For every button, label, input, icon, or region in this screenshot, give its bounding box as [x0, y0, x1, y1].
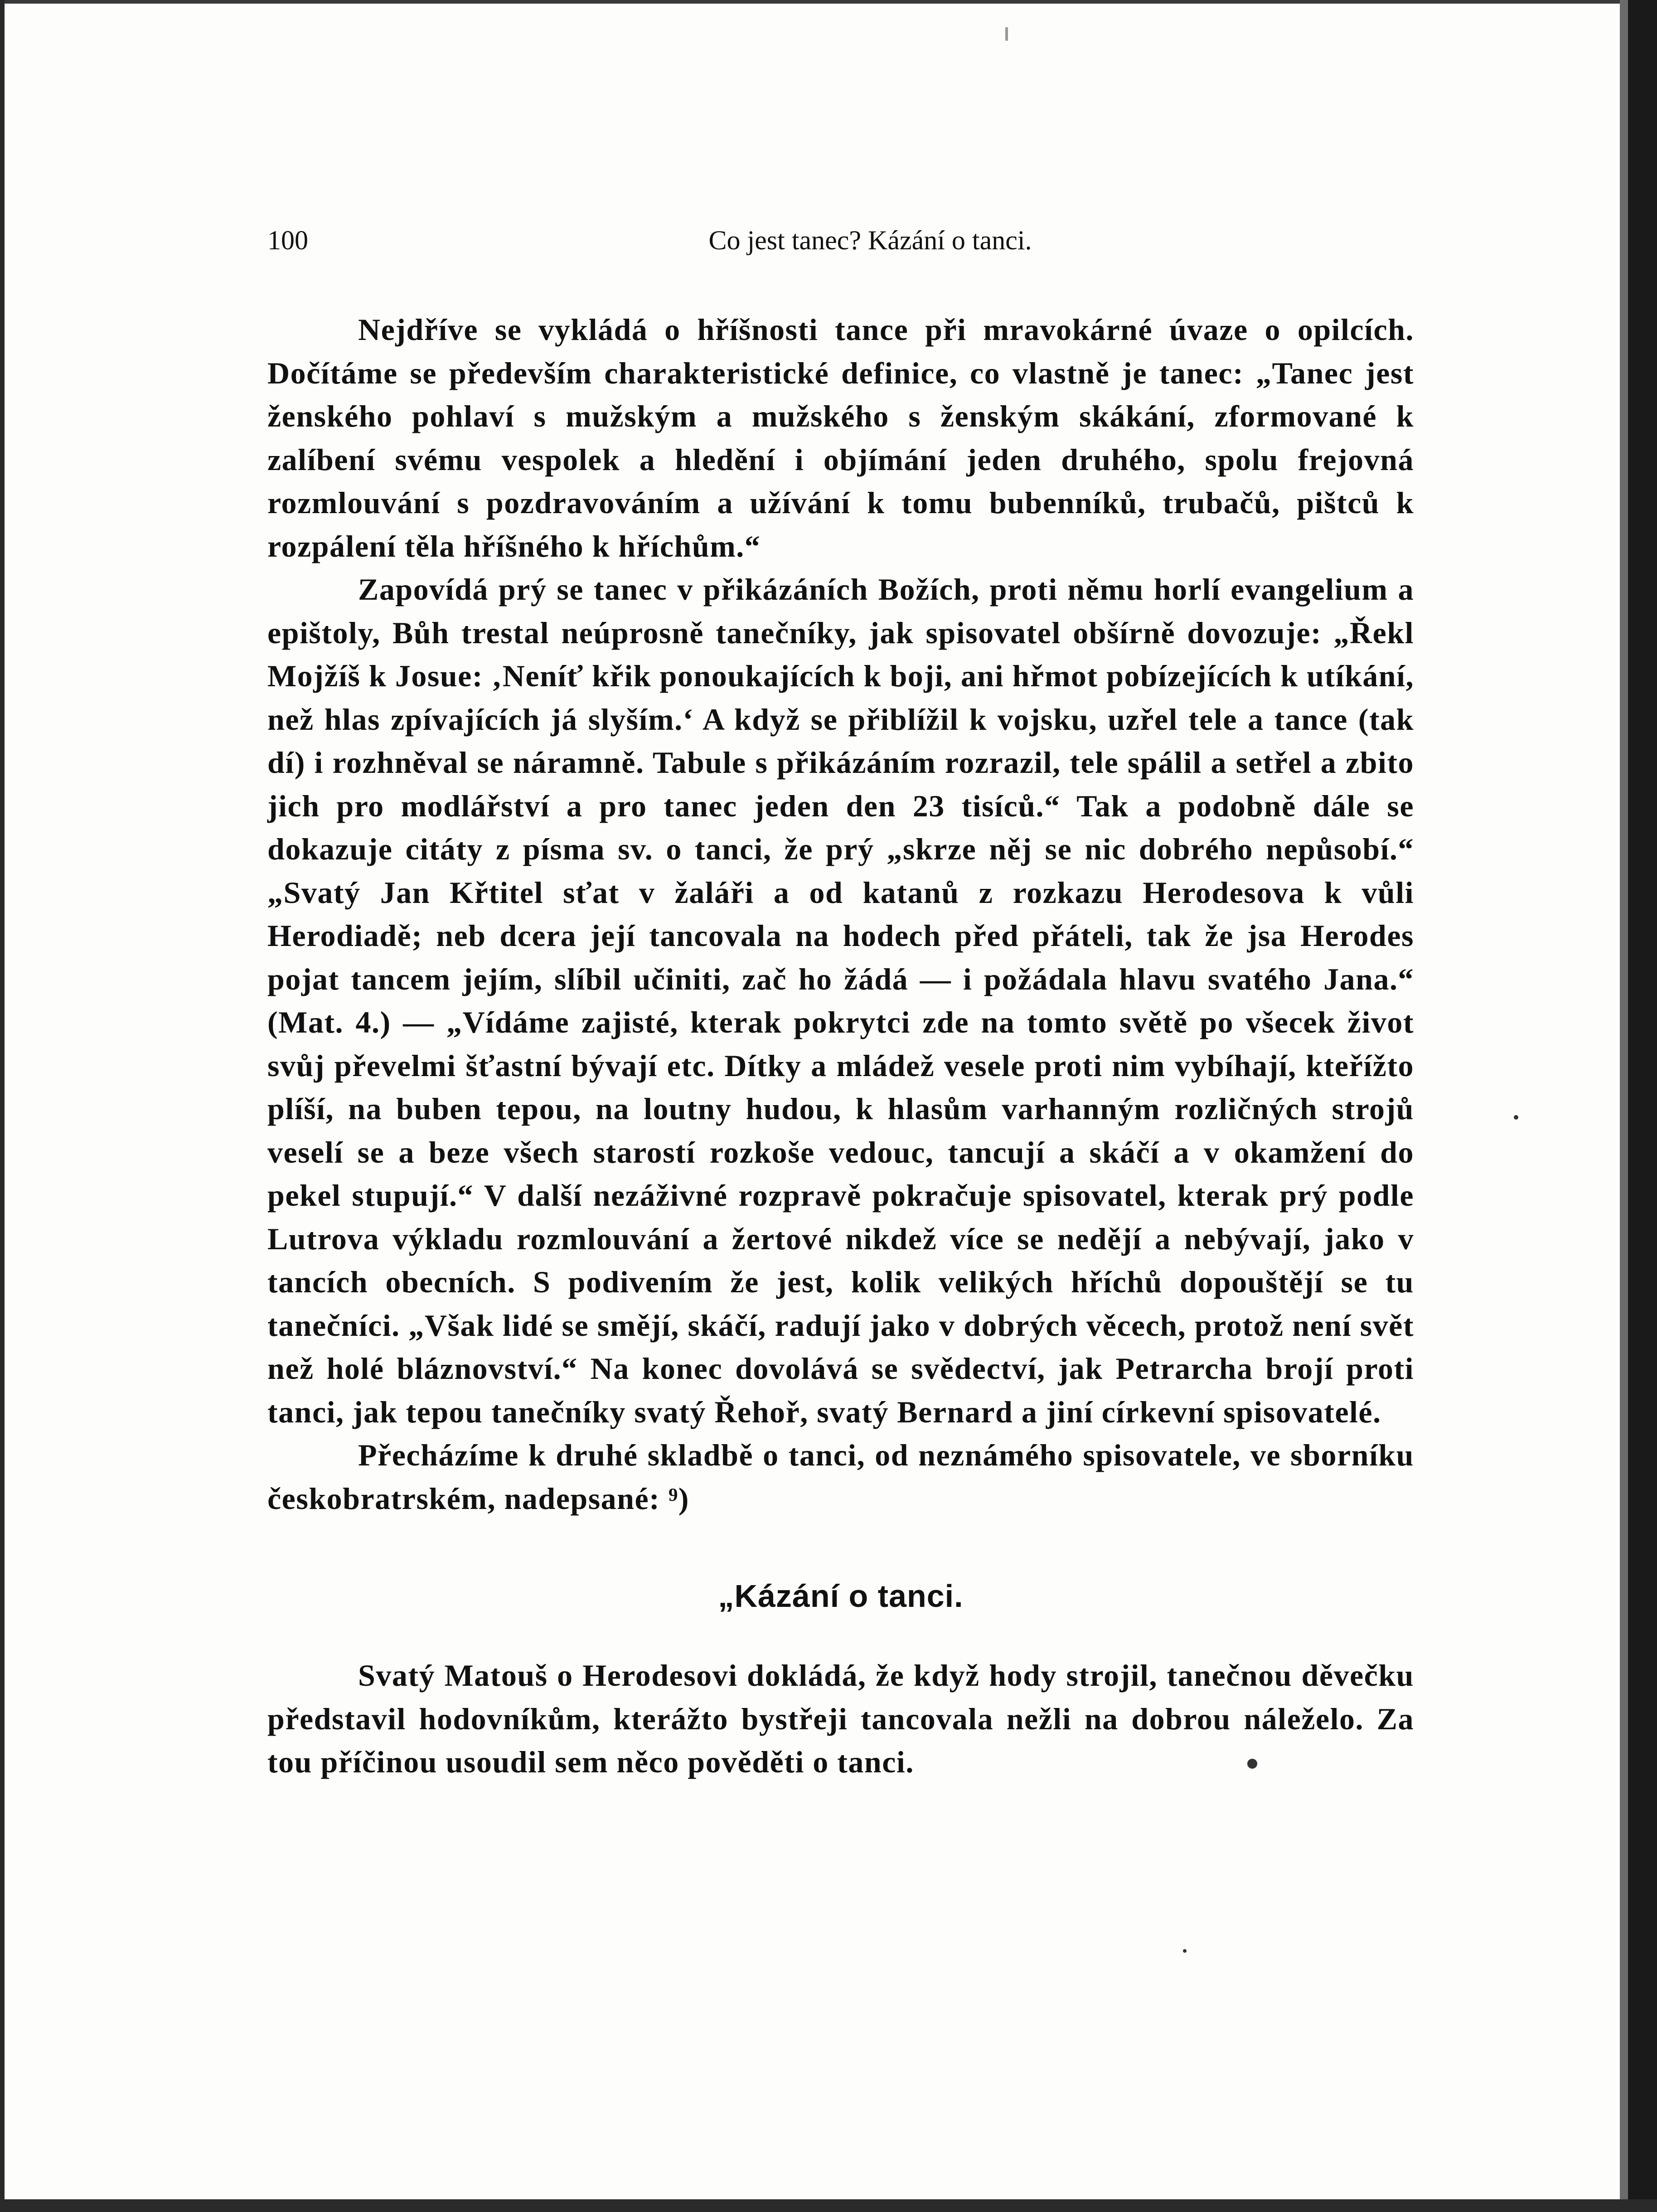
running-title: Co jest tanec? Kázání o tanci.: [708, 225, 1032, 255]
scan-speck: [1005, 27, 1008, 41]
running-head: [267, 222, 1419, 258]
paragraph: Přecházíme k druhé skladbě o tanci, od neznámého spisovatele, ve sborníku českobratrském, nadepsané: ⁹): [267, 1438, 1414, 1516]
paragraph: Svatý Matouš o Herodesovi dokládá, že když hody strojil, tanečnou děvečku představil hodovníkům, kterážto bystřeji tancovala nežli na dobrou náleželo. Za tou příčinou usoudil sem něco pověděti o tanci.: [267, 1658, 1414, 1779]
scan-border-right: [1628, 0, 1657, 2212]
page-number: 100: [267, 225, 308, 255]
scan-border-left: [0, 0, 5, 2212]
body-text: [267, 308, 1414, 1784]
scan-speck: [1183, 1949, 1187, 1953]
scan-speck: [1514, 1115, 1518, 1120]
scan-speck: [1247, 1759, 1257, 1769]
scan-border-bottom: [0, 2199, 1657, 2212]
section-heading: „Kázání o tanci.: [718, 1578, 964, 1614]
paragraph: Nejdříve se vykládá o hříšnosti tance při mravokárné úvaze o opilcích. Dočítáme se především charakteristické definice, co vlastně je tanec: „Tanec jest ženského pohlaví s mužským a mužského s ženským skákání, zformované k zalíbení svému vespolek a hledění i objímání jeden druhého, spolu frejovná rozmlouvání s pozdravováním a užívání k tomu bubenníků, trubačů, pištců k rozpálení těla hříšného k hříchům.“: [267, 312, 1414, 563]
scan-border-right-shadow: [1620, 0, 1628, 2212]
paragraph: Zapovídá prý se tanec v přikázáních Božích, proti němu horlí evangelium a epištoly, Bůh trestal neúprosně tanečníky, jak spisovatel obšírně dovozuje: „Řekl Mojžíš k Josue: ‚Neníť křik ponoukajících k boji, ani hřmot pobízejících k utíkání, než hlas zpívajících já slyším.‘ A když se přiblížil k vojsku, uzřel tele a tance (tak dí) i rozhněval se náramně. Tabule s přikázáním rozrazil, tele spálil a setřel a zbito jich pro modlářství a pro tanec jeden den 23 tisíců.“ Tak a podobně dále se dokazuje citáty z písma sv. o tanci, že prý „skrze něj se nic dobrého nepůsobí.“ „Svatý Jan Křtitel sťat v žaláři a od katanů z rozkazu Herodesova k vůli Herodiadě; neb dcera její tancovala na hodech před přáteli, tak že jsa Herodes pojat tancem jejím, slíbil učiniti, zač ho žádá — i požádala hlavu svatého Jana.“ (Mat. 4.) — „Vídáme zajisté, kterak pokrytci zde na tomto světě po všecek život svůj převelmi šťastní bývají etc. Dítky a mládež vesele proti nim vybíhají, kteřížto plíší, na buben tepou, na loutny hudou, k hlasům varhanným rozličných strojů veselí se a beze všech starostí rozkoše vedouc, tancují a skáčí a v okamžení do pekel stupují.“ V další nezáživné rozpravě pokračuje spisovatel, kterak prý podle Lutrova výkladu rozmlouvání a žertové nikdež více se nedějí a nebývají, jako v tancích obecních. S podivením že jest, kolik velikých hříchů dopouštějí se tu tanečníci. „Však lidé se smějí, skáčí, radují jako v dobrých věcech, protož není svět než holé bláznovství.“ Na konec dovolává se svědectví, jak Petrarcha brojí proti tanci, jak tepou tanečníky svatý Řehoř, svatý Bernard a jiní církevní spisovatelé.: [267, 572, 1414, 1429]
scan-border-top: [0, 0, 1657, 4]
